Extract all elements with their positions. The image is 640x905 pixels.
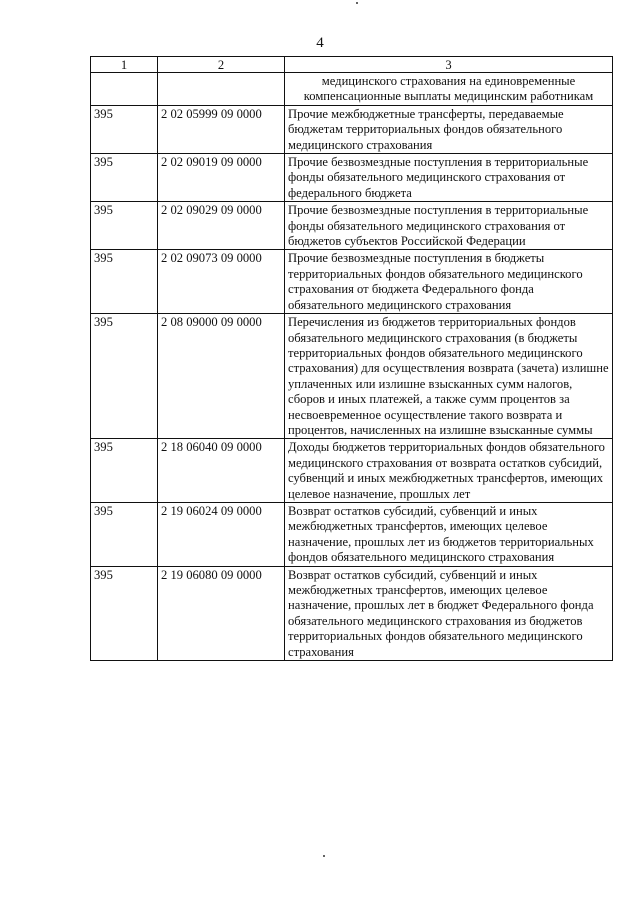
admin-code-cell: 395: [91, 439, 158, 503]
admin-code-cell: 395: [91, 566, 158, 660]
budget-code-cell: [158, 73, 285, 106]
revenue-name-cell: Возврат остатков субсидий, субвенций и иных межбюджетных трансфертов, имеющих целевое назначение, прошлых лет из бюджетов территориальных фондов обязательного медицинского страхования: [285, 502, 613, 566]
budget-code-cell: 2 19 06024 09 0000: [158, 502, 285, 566]
header-col-3: 3: [285, 57, 613, 73]
budget-code-cell: 2 08 09000 09 0000: [158, 314, 285, 439]
revenue-name-cell: Перечисления из бюджетов территориальных фондов обязательного медицинского страхования (в бюджеты территориальных фондов обязательного медицинского страхования) для осуществления возврата (зачета) излишне уплаченных или излишне взысканных сумм налогов, сборов и иных платежей, а также сумм процентов за несвоевременное осуществление такого возврата и процентов, начисленных на излишне взысканные суммы: [285, 314, 613, 439]
revenue-name-cell: Прочие межбюджетные трансферты, передаваемые бюджетам территориальных фондов обязательного медицинского страхования: [285, 105, 613, 153]
budget-code-cell: 2 02 05999 09 0000: [158, 105, 285, 153]
budget-code-cell: 2 02 09029 09 0000: [158, 202, 285, 250]
table-row: [91, 154, 613, 202]
budget-code-cell: 2 18 06040 09 0000: [158, 439, 285, 503]
table-row: [91, 250, 613, 314]
table-header: [91, 57, 613, 73]
admin-code-cell: 395: [91, 250, 158, 314]
header-col-1: 1: [91, 57, 158, 73]
admin-code-cell: 395: [91, 314, 158, 439]
budget-code-cell: 2 02 09019 09 0000: [158, 154, 285, 202]
table-row: [91, 73, 613, 106]
table-row: [91, 439, 613, 503]
admin-code-cell: 395: [91, 105, 158, 153]
revenue-name-cell: медицинского страхования на единовременные компенсационные выплаты медицинским работникам: [285, 73, 613, 106]
revenue-codes-table: [90, 56, 613, 661]
budget-code-cell: 2 02 09073 09 0000: [158, 250, 285, 314]
admin-code-cell: [91, 73, 158, 106]
revenue-name-cell: Прочие безвозмездные поступления в территориальные фонды обязательного медицинского страхования от федерального бюджета: [285, 154, 613, 202]
budget-code-cell: 2 19 06080 09 0000: [158, 566, 285, 660]
scan-speck: [323, 855, 325, 857]
table-row: [91, 502, 613, 566]
header-row: [91, 57, 613, 73]
admin-code-cell: 395: [91, 154, 158, 202]
revenue-name-cell: Возврат остатков субсидий, субвенций и иных межбюджетных трансфертов, имеющих целевое назначение, прошлых лет в бюджет Федерального фонда обязательного медицинского страхования из бюджетов территориальных фондов обязательного медицинского страхования: [285, 566, 613, 660]
revenue-name-cell: Прочие безвозмездные поступления в территориальные фонды обязательного медицинского страхования от бюджетов субъектов Российской Федерации: [285, 202, 613, 250]
revenue-name-cell: Доходы бюджетов территориальных фондов обязательного медицинского страхования от возврата остатков субсидий, субвенций и иных межбюджетных трансфертов, имеющих целевое назначение, прошлых лет: [285, 439, 613, 503]
admin-code-cell: 395: [91, 202, 158, 250]
revenue-name-cell: Прочие безвозмездные поступления в бюджеты территориальных фондов обязательного медицинского страхования от бюджета Федерального фонда обязательного медицинского страхования: [285, 250, 613, 314]
table-body: [91, 73, 613, 661]
page-number: 4: [316, 35, 324, 51]
admin-code-cell: 395: [91, 502, 158, 566]
header-col-2: 2: [158, 57, 285, 73]
table-row: [91, 314, 613, 439]
table-row: [91, 105, 613, 153]
table-row: [91, 202, 613, 250]
scan-speck: [356, 2, 358, 4]
table-row: [91, 566, 613, 660]
